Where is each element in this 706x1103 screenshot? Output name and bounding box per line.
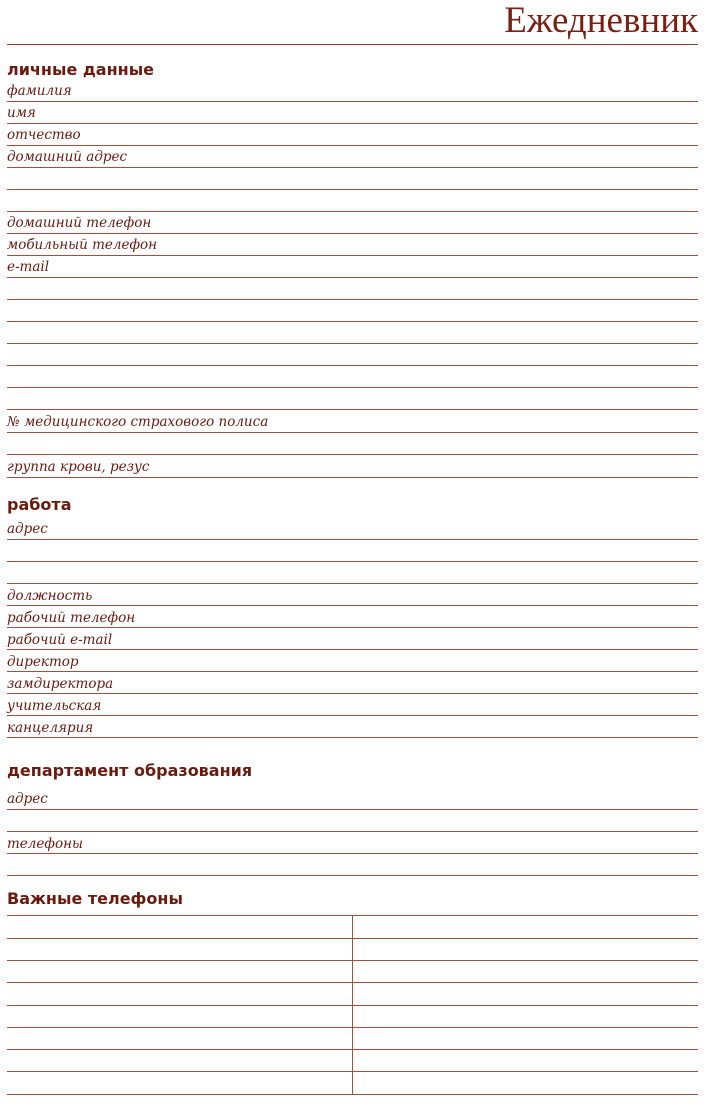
blank-line[interactable] bbox=[7, 321, 698, 322]
field-label-name: имя bbox=[7, 105, 36, 121]
home-address-line[interactable] bbox=[7, 167, 698, 168]
work-email-line[interactable] bbox=[7, 649, 698, 650]
work-address-line[interactable] bbox=[7, 583, 698, 584]
field-label-insurance-policy: № медицинского страхового полиса bbox=[7, 414, 269, 430]
field-label-patronymic: отчество bbox=[7, 127, 81, 143]
section-heading-work: работа bbox=[7, 495, 72, 514]
field-label-director: директор bbox=[7, 654, 79, 670]
page-title: Ежедневник bbox=[504, 0, 698, 41]
department-address-line[interactable] bbox=[7, 831, 698, 832]
department-address-line[interactable] bbox=[7, 809, 698, 810]
insurance-policy-line[interactable] bbox=[7, 432, 698, 433]
surname-line[interactable] bbox=[7, 101, 698, 102]
field-label-work-phone: рабочий телефон bbox=[7, 610, 136, 626]
work-phone-line[interactable] bbox=[7, 627, 698, 628]
blank-line[interactable] bbox=[7, 299, 698, 300]
field-label-department-phones: телефоны bbox=[7, 836, 83, 852]
field-label-work-address: адрес bbox=[7, 521, 48, 537]
name-line[interactable] bbox=[7, 123, 698, 124]
work-address-line[interactable] bbox=[7, 539, 698, 540]
field-label-position: должность bbox=[7, 588, 93, 604]
blank-line[interactable] bbox=[7, 387, 698, 388]
field-label-department-address: адрес bbox=[7, 791, 48, 807]
phones-table-row[interactable] bbox=[7, 1094, 698, 1095]
blank-line[interactable] bbox=[7, 343, 698, 344]
phones-table-divider bbox=[352, 915, 353, 1094]
field-label-work-email: рабочий e-mail bbox=[7, 632, 113, 648]
field-label-blood-group: группа крови, резус bbox=[7, 459, 150, 475]
office-line[interactable] bbox=[7, 737, 698, 738]
mobile-phone-line[interactable] bbox=[7, 255, 698, 256]
field-label-home-phone: домашний телефон bbox=[7, 215, 152, 231]
section-heading-education-department: департамент образования bbox=[7, 761, 253, 780]
department-phones-line[interactable] bbox=[7, 875, 698, 876]
blank-line[interactable] bbox=[7, 365, 698, 366]
position-line[interactable] bbox=[7, 605, 698, 606]
field-label-email: e-mail bbox=[7, 259, 50, 275]
field-label-staff-room: учительская bbox=[7, 698, 102, 714]
title-rule bbox=[7, 44, 698, 45]
blank-line[interactable] bbox=[7, 454, 698, 455]
department-phones-line[interactable] bbox=[7, 853, 698, 854]
field-label-mobile-phone: мобильный телефон bbox=[7, 237, 158, 253]
field-label-surname: фамилия bbox=[7, 83, 72, 99]
field-label-office: канцелярия bbox=[7, 720, 94, 736]
section-heading-personal: личные данные bbox=[7, 60, 155, 79]
home-phone-line[interactable] bbox=[7, 233, 698, 234]
director-line[interactable] bbox=[7, 671, 698, 672]
email-line[interactable] bbox=[7, 277, 698, 278]
deputy-director-line[interactable] bbox=[7, 693, 698, 694]
blood-group-line[interactable] bbox=[7, 477, 698, 478]
work-address-line[interactable] bbox=[7, 561, 698, 562]
field-label-deputy-director: замдиректора bbox=[7, 676, 114, 692]
section-heading-important-phones: Важные телефоны bbox=[7, 889, 183, 908]
patronymic-line[interactable] bbox=[7, 145, 698, 146]
staff-room-line[interactable] bbox=[7, 715, 698, 716]
blank-line[interactable] bbox=[7, 409, 698, 410]
field-label-home-address: домашний адрес bbox=[7, 149, 128, 165]
home-address-line[interactable] bbox=[7, 211, 698, 212]
home-address-line[interactable] bbox=[7, 189, 698, 190]
